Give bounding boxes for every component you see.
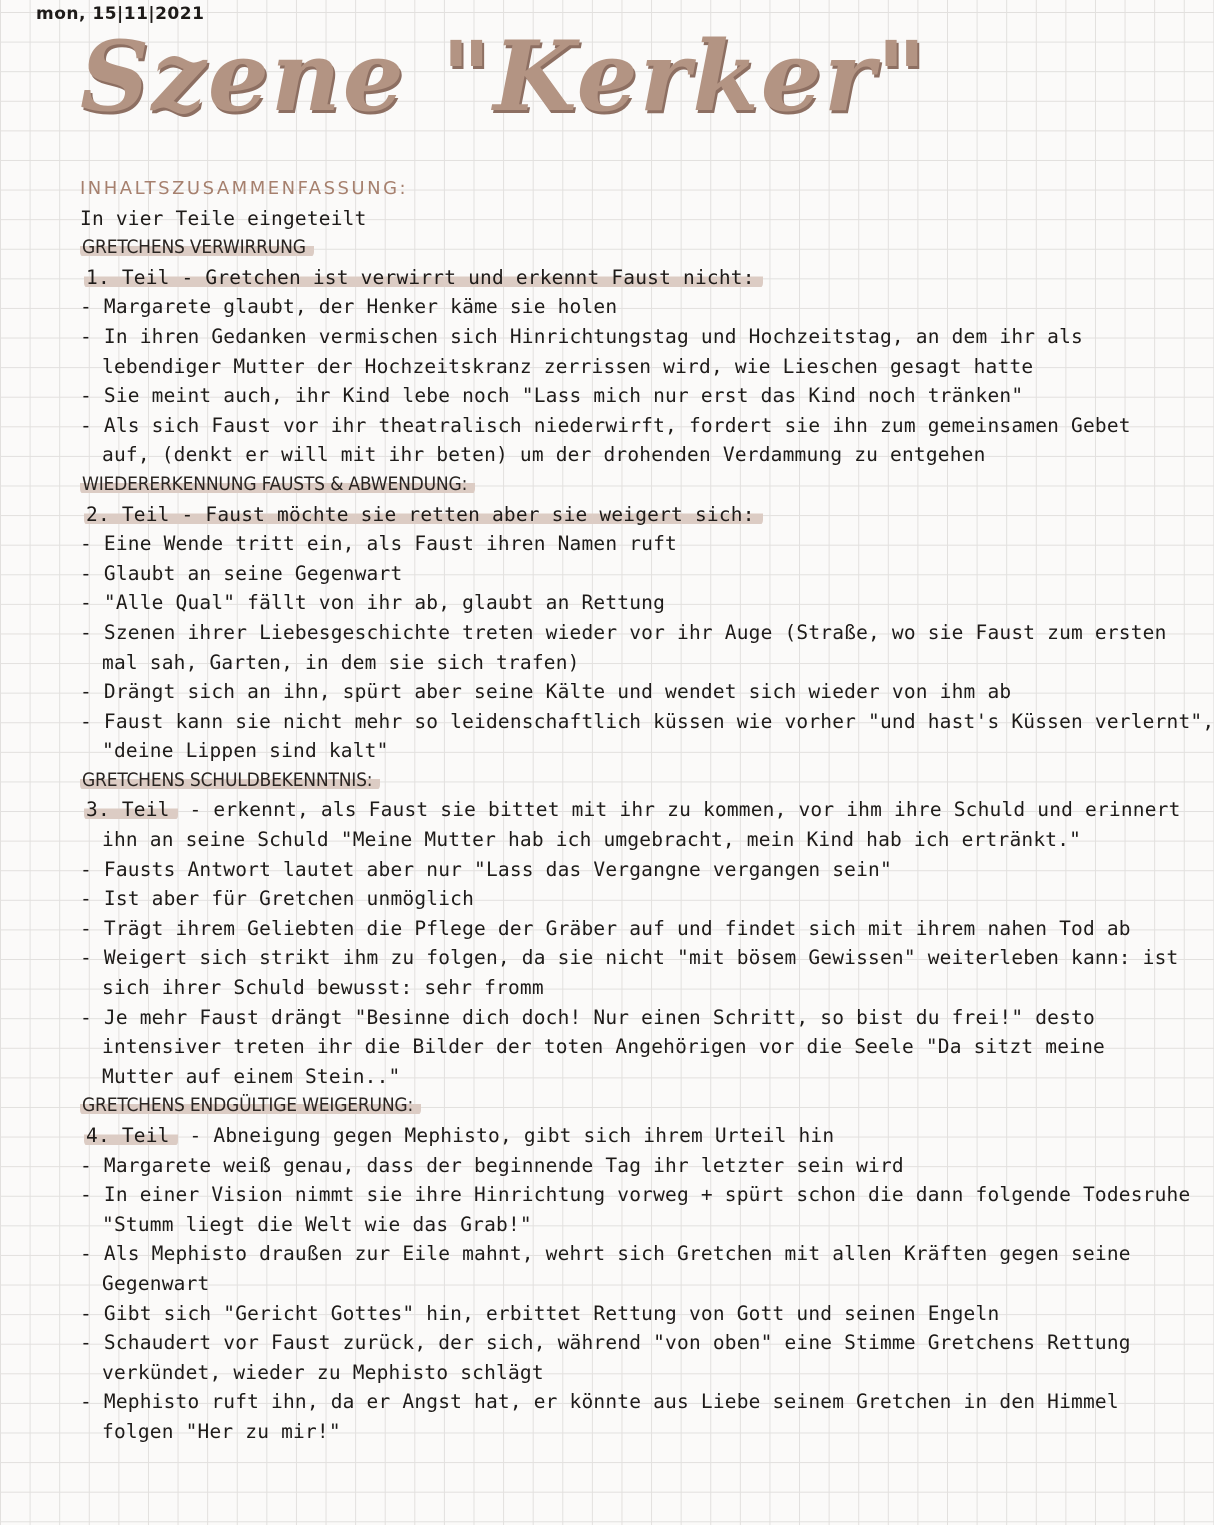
note-line: - Glaubt an seine Gegenwart [80, 561, 403, 585]
teil-4: 4. Teil - Abneigung gegen Mephisto, gibt sich ihrem Urteil hin [86, 1124, 835, 1147]
note-line: - "Alle Qual" fällt von ihr ab, glaubt an Rettung [80, 591, 666, 615]
note-line: "Stumm liegt die Welt wie das Grab!" [102, 1212, 532, 1236]
note-line: - Je mehr Faust drängt "Besinne dich doch! Nur einen Schritt, so bist du frei!" desto [80, 1005, 1095, 1029]
note-line: - Als Mephisto draußen zur Eile mahnt, wehrt sich Gretchen mit allen Kräften gegen seine [80, 1242, 1131, 1266]
date: mon, 15|11|2021 [36, 4, 205, 24]
note-line: folgen "Her zu mir!" [102, 1419, 341, 1443]
notes-body [80, 174, 1214, 1447]
note-line: intensiver treten ihr die Bilder der toten Angehörigen vor die Seele "Da sitzt meine [102, 1035, 1105, 1059]
teil-3: 3. Teil - erkennt, als Faust sie bittet mit ihr zu kommen, vor ihm ihre Schuld und erinnert [86, 798, 1181, 822]
note-line: - Weigert sich strikt ihm zu folgen, da sie nicht "mit bösem Gewissen" weiterleben kann: ist [80, 946, 1179, 970]
note-line: - Gibt sich "Gericht Gottes" hin, erbittet Rettung von Gott und seinen Engeln [80, 1301, 1000, 1325]
note-line: - Sie meint auch, ihr Kind lebe noch "Lass mich nur erst das Kind noch tränken" [80, 384, 1024, 408]
section-heading-1: GRETCHENS VERWIRRUNG [80, 233, 1070, 263]
note-line: verkündet, wieder zu Mephisto schlägt [102, 1360, 544, 1384]
note-line: - Drängt sich an ihn, spürt aber seine Kälte und wendet sich wieder von ihm ab [80, 680, 1012, 704]
note-line: - In ihren Gedanken vermischen sich Hinrichtungstag und Hochzeitstag, an dem ihr als [80, 324, 1083, 348]
note-line: - Mephisto ruft ihn, da er Angst hat, er könnte aus Liebe seinem Gretchen in den Himmel [80, 1390, 1119, 1414]
note-line: - Margarete glaubt, der Henker käme sie holen [80, 295, 618, 319]
section-heading-3: GRETCHENS SCHULDBEKENNTNIS: [80, 766, 1070, 796]
intro-text: In vier Teile eingeteilt [80, 206, 367, 230]
note-line: - Margarete weiß genau, dass der beginnende Tag ihr letzter sein wird [80, 1153, 904, 1177]
note-line: - Eine Wende tritt ein, als Faust ihren Namen ruft [80, 532, 677, 556]
note-line: sich ihrer Schuld bewusst: sehr fromm [102, 976, 544, 1000]
note-line: - Trägt ihrem Geliebten die Pflege der Gräber auf und findet sich mit ihrem nahen Tod ab [80, 916, 1131, 940]
note-line: - In einer Vision nimmt sie ihre Hinrichtung vorweg + spürt schon die dann folgende Todesruhe [80, 1183, 1191, 1207]
page-title: Szene "Kerker" [80, 20, 929, 133]
note-line: ihn an seine Schuld "Meine Mutter hab ich umgebracht, mein Kind hab ich ertränkt." [102, 828, 1082, 852]
teil-1: 1. Teil - Gretchen ist verwirrt und erkennt Faust nicht: [84, 263, 1070, 293]
note-line: - Schaudert vor Faust zurück, der sich, während "von oben" eine Stimme Gretchens Rettung [80, 1331, 1131, 1355]
note-line: "deine Lippen sind kalt" [102, 739, 389, 763]
note-line: - Fausts Antwort lautet aber nur "Lass das Vergangne vergangen sein" [80, 857, 892, 881]
note-line: Mutter auf einem Stein.." [102, 1064, 401, 1088]
section-heading-4: GRETCHENS ENDGÜLTIGE WEIGERUNG: [80, 1091, 1070, 1121]
teil-2: 2. Teil - Faust möchte sie retten aber sie weigert sich: [84, 500, 1070, 530]
note-line: Gegenwart [102, 1271, 210, 1295]
note-line: - Faust kann sie nicht mehr so leidenschaftlich küssen wie vorher "und hast's Küssen verlernt", [80, 709, 1214, 733]
section-heading-2: WIEDERERKENNUNG FAUSTS & ABWENDUNG: [80, 470, 1070, 500]
note-line: - Als sich Faust vor ihr theatralisch niederwirft, fordert sie ihn zum gemeinsamen Gebet [80, 413, 1131, 437]
note-line: auf, (denkt er will mit ihr beten) um der drohenden Verdammung zu entgehen [102, 443, 986, 467]
note-line: - Szenen ihrer Liebesgeschichte treten wieder vor ihr Auge (Straße, wo sie Faust zum ersten [80, 620, 1167, 644]
intro-label: INHALTSZUSAMMENFASSUNG: [80, 178, 409, 199]
note-line: - Ist aber für Gretchen unmöglich [80, 887, 475, 911]
note-line: mal sah, Garten, in dem sie sich trafen) [102, 650, 580, 674]
note-line: lebendiger Mutter der Hochzeitskranz zerrissen wird, wie Lieschen gesagt hatte [102, 354, 1034, 378]
